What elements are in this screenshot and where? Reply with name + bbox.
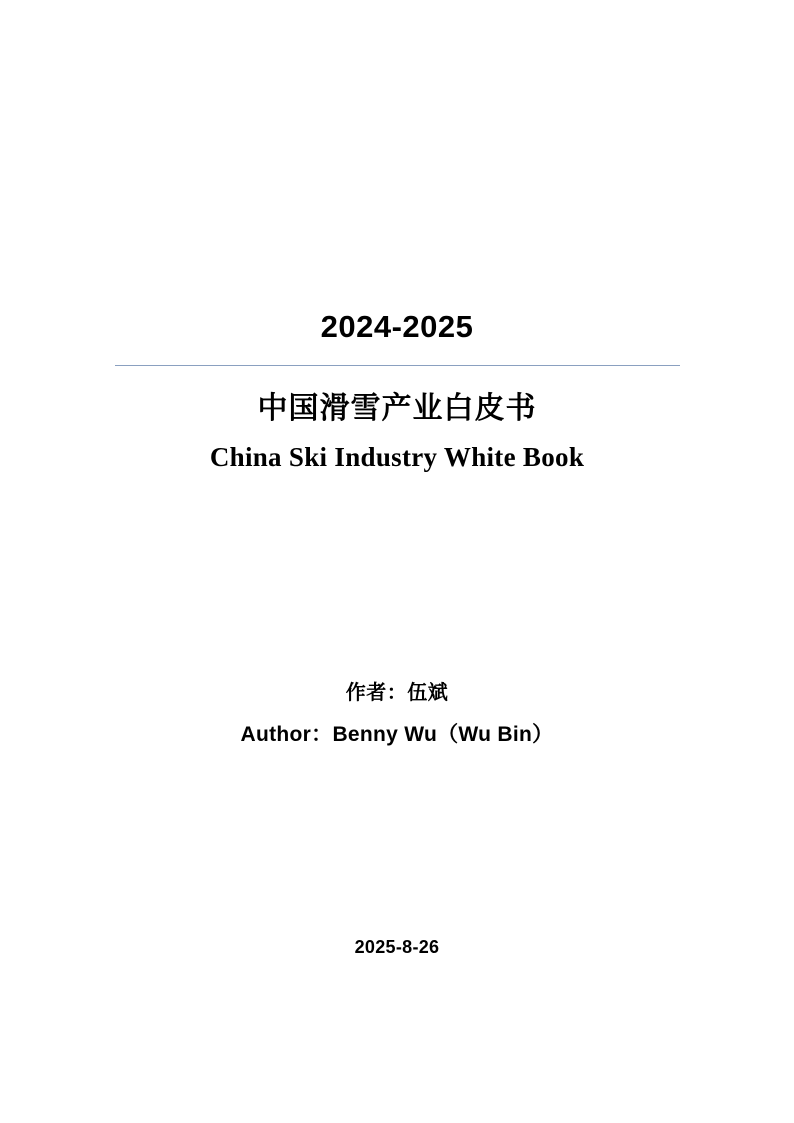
document-title-chinese: 中国滑雪产业白皮书	[257, 392, 537, 425]
year-range: 2024-2025	[320, 309, 474, 344]
author-chinese: 作者：伍斌	[345, 682, 449, 704]
title-divider	[115, 365, 680, 366]
publication-date: 2025-8-26	[354, 937, 440, 957]
author-block	[0, 678, 794, 750]
author-english: Author：Benny Wu（Wu Bin）	[240, 723, 554, 746]
title-block	[0, 305, 794, 476]
date-block	[0, 934, 794, 960]
document-title-english: China Ski Industry White Book	[209, 442, 585, 472]
